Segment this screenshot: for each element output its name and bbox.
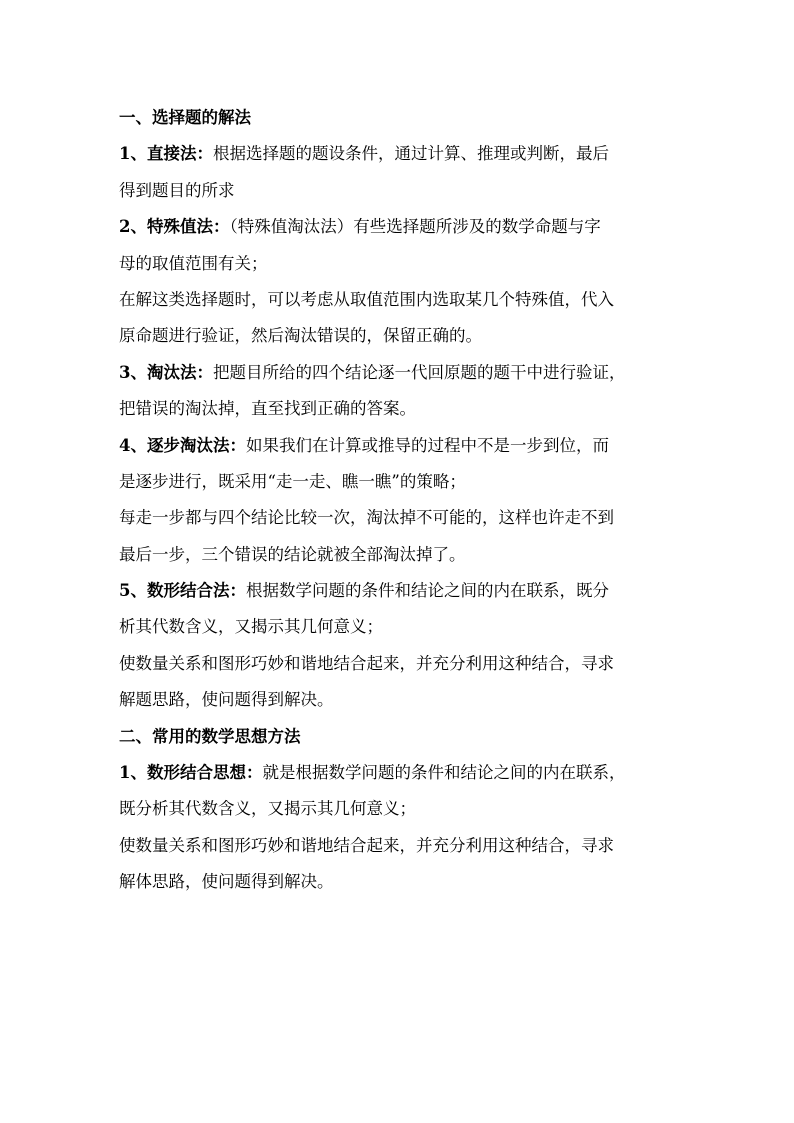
- method-text: 把题目所给的四个结论逐一代回原题的题干中进行验证，: [212, 362, 626, 382]
- method-text: 如果我们在计算或推导的过程中不是一步到位，而: [245, 435, 609, 455]
- method-label: 4、逐步淘汰法：: [119, 435, 246, 455]
- paragraph-line: 得到题目的所求: [119, 180, 235, 200]
- method-label: 2、特殊值法：: [119, 217, 230, 237]
- method-text: （特殊值淘汰法）有些选择题所涉及的数学命题与字: [229, 217, 601, 237]
- method-stepwise-elimination: [119, 428, 681, 464]
- method-special-value: [119, 209, 681, 245]
- method-label: 1、数形结合思想：: [119, 763, 263, 783]
- method-shape-number: [119, 573, 681, 609]
- paragraph-line: 使数量关系和图形巧妙和谐地结合起来，并充分利用这种结合，寻求: [119, 653, 614, 673]
- paragraph-line: 每走一步都与四个结论比较一次，淘汰掉不可能的，这样也许走不到: [119, 508, 614, 528]
- method-text: 就是根据数学问题的条件和结论之间的内在联系，: [262, 763, 626, 783]
- paragraph-line: 是逐步进行，既采用“走一走、瞧一瞧”的策略；: [119, 471, 466, 491]
- paragraph-line: 母的取值范围有关；: [119, 253, 268, 273]
- paragraph-line: 解体思路，使问题得到解决。: [119, 872, 334, 892]
- paragraph-line: 既分析其代数含义，又揭示其几何意义；: [119, 799, 416, 819]
- method-text: 根据选择题的题设条件，通过计算、推理或判断，最后: [212, 144, 609, 164]
- method-label: 1、直接法：: [119, 144, 213, 164]
- paragraph-line: 解题思路，使问题得到解决。: [119, 690, 334, 710]
- method-label: 5、数形结合法：: [119, 581, 246, 601]
- method-text: 根据数学问题的条件和结论之间的内在联系，既分: [245, 581, 609, 601]
- method-direct: [119, 136, 681, 172]
- method-elimination: [119, 355, 681, 391]
- section-heading: 一、选择题的解法: [119, 108, 251, 127]
- paragraph-line: 原命题进行验证，然后淘汰错误的，保留正确的。: [119, 326, 482, 346]
- method-label: 3、淘汰法：: [119, 362, 213, 382]
- paragraph-line: 在解这类选择题时，可以考虑从取值范围内选取某几个特殊值，代入: [119, 289, 614, 309]
- paragraph-line: 使数量关系和图形巧妙和谐地结合起来，并充分利用这种结合，寻求: [119, 835, 614, 855]
- paragraph-line: 把错误的淘汰掉，直至找到正确的答案。: [119, 399, 416, 419]
- document-page: [119, 100, 681, 901]
- paragraph-line: 析其代数含义，又揭示其几何意义；: [119, 617, 383, 637]
- method-shape-number-thinking: [119, 755, 681, 791]
- paragraph-line: 最后一步，三个错误的结论就被全部淘汰掉了。: [119, 544, 466, 564]
- section-heading: 二、常用的数学思想方法: [119, 726, 301, 746]
